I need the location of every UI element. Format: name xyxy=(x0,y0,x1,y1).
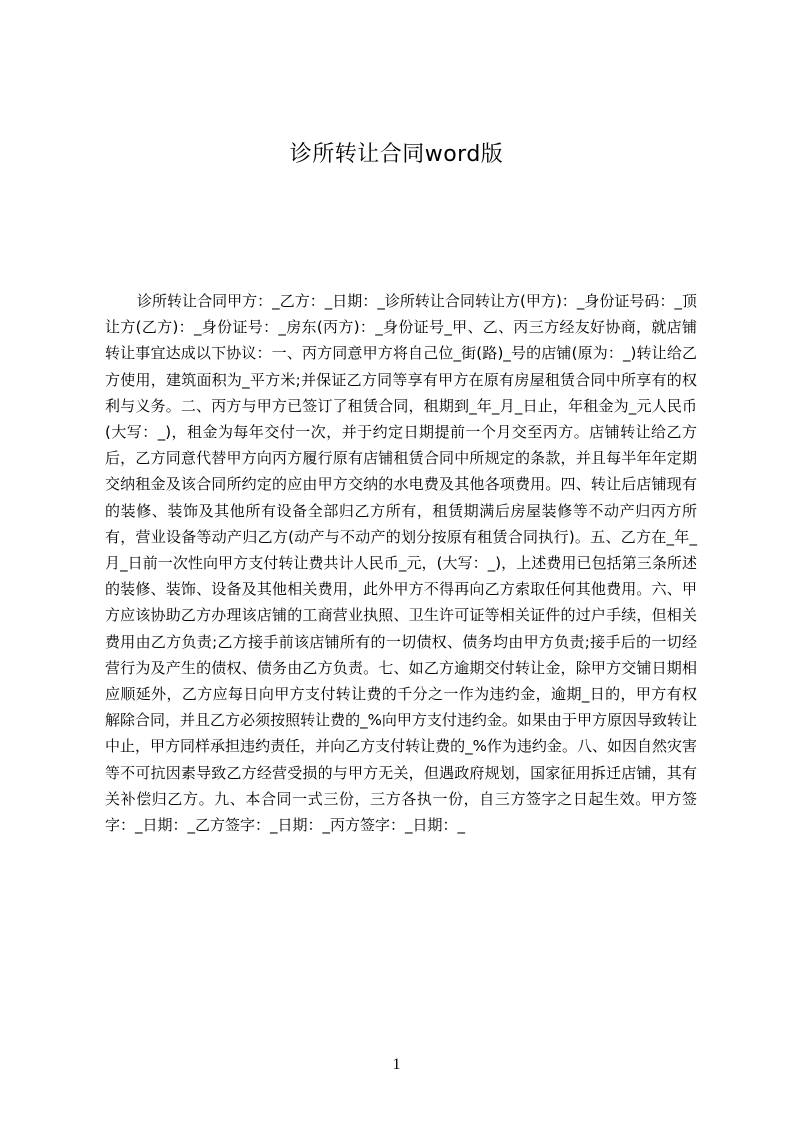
page-number: 1 xyxy=(392,1056,401,1073)
document-title: 诊所转让合同word版 xyxy=(289,142,504,167)
contract-body-paragraph: 诊所转让合同甲方：_乙方：_日期：_诊所转让合同转让方(甲方)：_身份证号码：_顶让方(乙方)：_身份证号：_房东(丙方)：_身份证号_甲、乙、丙三方经友好协商，就店铺转让事宜达成以下协议：一、丙方同意甲方将自己位_街(路)_号的店铺(原为：_)转让给乙方使用，建筑面积为_平方米;并保证乙方同等享有甲方在原有房屋租赁合同中所享有的权利与义务。二、丙方与甲方已签订了租赁合同，租期到_年_月_日止，年租金为_元人民币(大写：_)，租金为每年交付一次，并于约定日期提前一个月交至丙方。店铺转让给乙方后，乙方同意代替甲方向丙方履行原有店铺租赁合同中所规定的条款，并且每半年年定期交纳租金及该合同所约定的应由甲方交纳的水电费及其他各项费用。四、转让后店铺现有的装修、装饰及其他所有设备全部归乙方所有，租赁期满后房屋装修等不动产归丙方所有，营业设备等动产归乙方(动产与不动产的划分按原有租赁合同执行)。五、乙方在_年_月_日前一次性向甲方支付转让费共计人民币_元，(大写：_)，上述费用已包括第三条所述的装修、装饰、设备及其他相关费用，此外甲方不得再向乙方索取任何其他费用。六、甲方应该协助乙方办理该店铺的工商营业执照、卫生许可证等相关证件的过户手续，但相关费用由乙方负责;乙方接手前该店铺所有的一切债权、债务均由甲方负责;接手后的一切经营行为及产生的债权、债务由乙方负责。七、如乙方逾期交付转让金，除甲方交铺日期相应顺延外，乙方应每日向甲方支付转让费的千分之一作为违约金，逾期_日的，甲方有权解除合同，并且乙方必须按照转让费的_%向甲方支付违约金。如果由于甲方原因导致转让中止，甲方同样承担违约责任，并向乙方支付转让费的_%作为违约金。八、如因自然灾害等不可抗因素导致乙方经营受损的与甲方无关，但遇政府规划，国家征用拆迁店铺，其有关补偿归乙方。九、本合同一式三份，三方各执一份，自三方签字之日起生效。甲方签字：_日期：_乙方签字：_日期：_丙方签字：_日期：_ xyxy=(105,292,697,835)
